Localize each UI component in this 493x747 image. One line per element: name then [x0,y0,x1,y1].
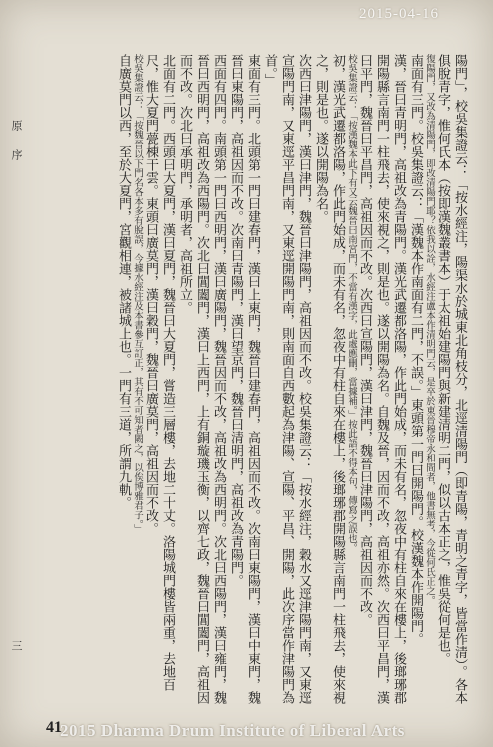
text-line: 北面有二門。西頭曰大夏門，漢曰夏門，魏晉曰大夏門，嘗造三層樓，去地二十丈。洛陽城門樓皆兩重，去地百尺，惟大夏門甍棟干雲。東頭曰廣莫門，漢曰穀門，魏晉曰廣莫門，高祖因而不改。 [143,54,175,691]
institution-watermark: 2015 Dharma Drum Institute of Liberal Arts [60,721,405,740]
margin-running-title: 原序 [10,120,23,178]
margin-folio: 三 [10,640,23,651]
text-line: 初，漢光武遷都洛陽，作此門始成，而未有名，忽夜中有柱自來在樓上，後瑯琊郡開陽縣言南門一柱飛去，使來視之，則是也。遂以開陽為名。 [313,54,345,704]
text-line: 校吳集證云：「按魏晉以下門名各本多有脫誤，今據水經注及本書參互訂正，其有不可知者闕之，以俟博雅君子。」 [132,54,143,534]
text-line: 次西曰津陽門，漢曰津門，魏晉曰津陽門，高祖因而不改。校吳集證云：「按水經注，穀水又逕津陽門南，又東逕宣陽門南，又東逕平昌門南，又東逕開陽門南，則南面自西數起為津陽、宣陽、平昌、開陽，此次序當作津陽門為首。」 [262,54,311,704]
text-line: 西面有四門。南頭第一門曰西明門，漢曰廣陽門，魏晉因而不改，高祖改為西明門。次北曰西陽門，漢曰雍門，魏晉曰西明門，高祖改為西陽門。次北曰閶闔門，漢曰上西門，上有銅璇璣玉衡，以齊七政，魏晉曰閶闔門，高祖因而不改。次北曰承明門，承明者，高祖所立。 [177,54,226,704]
page-number: 41 [46,719,62,736]
date-stamp: 2015-04-16 [359,6,439,22]
text-line: 南面有三門。校吳集證云：「漢魏本作南面有二門，不誤。」東頭第一門曰開陽門。校漢魏本作開陽門。 [408,54,423,646]
text-line: 自廣莫門以西，至於大夏門，宮觀相連，被諸城上也。一門有三道，所謂九軌。 [116,54,131,509]
vertical-text-block [36,54,468,704]
text-line: 漢，晉曰青明門，高祖改為青陽門。漢光武遷都洛陽，作此門始成，而未有名，忽夜中有柱自來在樓上，後瑯琊郡開陽縣言南門一柱飛去，使來視之，則是也。遂以開陽為名。自魏及晉，因而不改，高祖亦然。次西曰平昌門，漢曰平門，魏晉曰平昌門，高祖因而不改。次西曰宣陽門，漢曰津門，魏晉曰津陽門，高祖因而不改。 [357,54,406,704]
text-line: 復陽門，又改為清陽門，即改清陽門耶？依我以詮，水經注盧本作清明門云，是卒於東晉穆帝永和間者，他書無考，今從何氏正之。 [424,54,435,605]
text-line: 校吳集證云：「按漢魏本此下有又云魏晉曰南宮門，不當有漢字，此處應刪，當據補。」按此語不得本句，傳寫之誤也。 [346,54,357,553]
text-line: 陽門」，校吳集證云：「按水經注，陽渠水於城東北角枝分，北逕清陽門（即青陽，青明之青字，皆當作清）。各本俱脫青字，惟何氏本（按即漢魏叢書本）于太祖始建陽門與新建清明二門，似以古本正之，惟吳從何是也。 [435,54,467,704]
text-line: 東面有三門。北頭第一門曰建春門，漢曰上東門，魏晉曰建春門，高祖因而不改。次南曰東陽門，漢曰中東門，魏晉曰東陽門，高祖因而不改。次南曰青陽門，漢曰望京門，魏晉曰清明門，高祖改為青陽門。 [228,54,260,704]
